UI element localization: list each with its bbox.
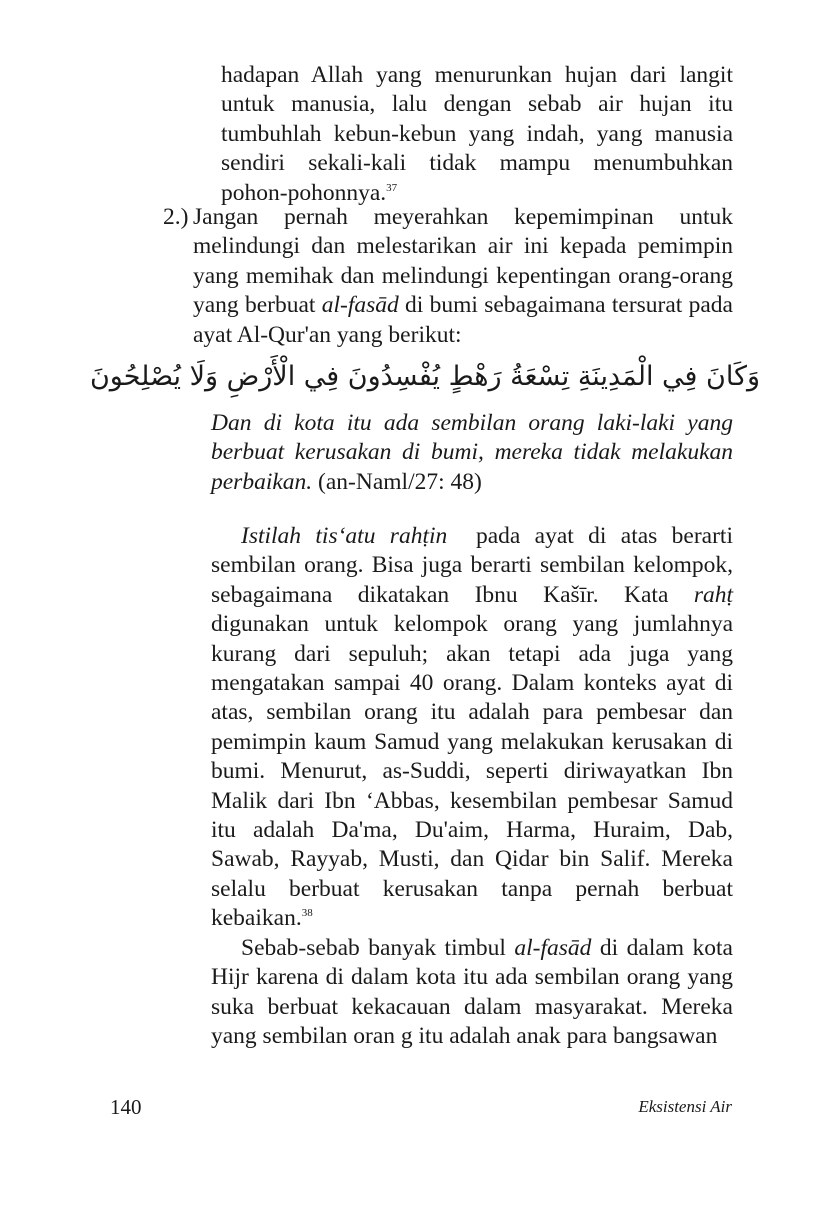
intro-text: hadapan Allah yang menurunkan hujan dari langit untuk manusia, lalu dengan sebab air hujan itu tumbuhlah kebun-kebun yang indah, yang manusia sendiri sekali-kali tidak mampu menumbuhkan pohon-pohonnya. [221, 62, 733, 206]
page-footer [110, 1095, 732, 1125]
main-body [211, 522, 739, 1051]
paragraph2-text2: di dalam kota Hijr karena di dalam kota itu ada sembilan orang yang suka berbuat kekacauan dalam masyarakat. Mereka yang sembilan oran g itu adalah anak para bangsawan [211, 934, 733, 1049]
translation-text: Dan di kota itu ada sembilan orang laki-laki yang berbuat kerusakan di bumi, mereka tidak melakukan perbaikan. [211, 410, 733, 495]
verse-reference: (an-Naml/27: 48) [318, 468, 482, 495]
paragraph1-text2: digunakan untuk kelompok orang yang jumlahnya kurang dari sepuluh; akan tetapi ada juga yang mengatakan sampai 40 orang. Dalam konteks ayat di atas, sembilan orang itu adalah para pembesar dan pemimpin kaum Samud yang melakukan kerusakan di bumi. Menurut, as-Suddi, seperti diriwayatkan Ibn Malik dari Ibn ʻAbbas, kesembilan pembesar Samud itu adalah Da'ma, Du'aim, Harma, Huraim, Dab, Sawab, Rayyab, Musti, dan Qidar bin Salif. Mereka selalu berbuat kerusakan tanpa pernah berbuat kebaikan. [211, 611, 733, 932]
paragraph2-term: al-fasād [514, 934, 592, 961]
list-item-number: 2.) [163, 204, 189, 230]
arabic-verse: وَكَانَ فِي الْمَدِينَةِ تِسْعَةُ رَهْطٍ يُفْسِدُونَ فِي الْأَرْضِ وَلَا يُصْلِحُونَ [89, 361, 760, 392]
paragraph1-term: Istilah tisʻatu rahṭin [241, 523, 448, 549]
footnote-38: 38 [301, 907, 313, 920]
list-item-2 [163, 203, 733, 350]
running-title: Eksistensi Air [638, 1097, 732, 1116]
item2-term: al-fasād [321, 292, 399, 319]
intro-paragraph [221, 61, 733, 208]
paragraph1-term2: rahṭ [693, 581, 733, 608]
item2-text-after: di bumi sebagaimana tersurat pada ayat Al-Qur'an yang berikut: [193, 292, 733, 348]
paragraph1-text1: pada ayat di atas berarti sembilan orang. Bisa juga berarti sembilan kelompok, sebagaimana dikatakan Ibnu Kašīr. Kata [211, 523, 739, 608]
verse-translation [211, 409, 733, 497]
paragraph-2 [211, 934, 733, 1052]
paragraph2-text1: Sebab-sebab banyak timbul [241, 934, 515, 961]
paragraph-1 [211, 522, 739, 934]
item2-text-before: Jangan pernah meyerahkan kepemimpinan untuk melindungi dan melestarikan air ini kepada pemimpin yang memihak dan melindungi kepentingan orang-orang yang berbuat [193, 204, 733, 319]
footnote-37: 37 [386, 181, 398, 194]
page-number: 140 [110, 1095, 142, 1119]
